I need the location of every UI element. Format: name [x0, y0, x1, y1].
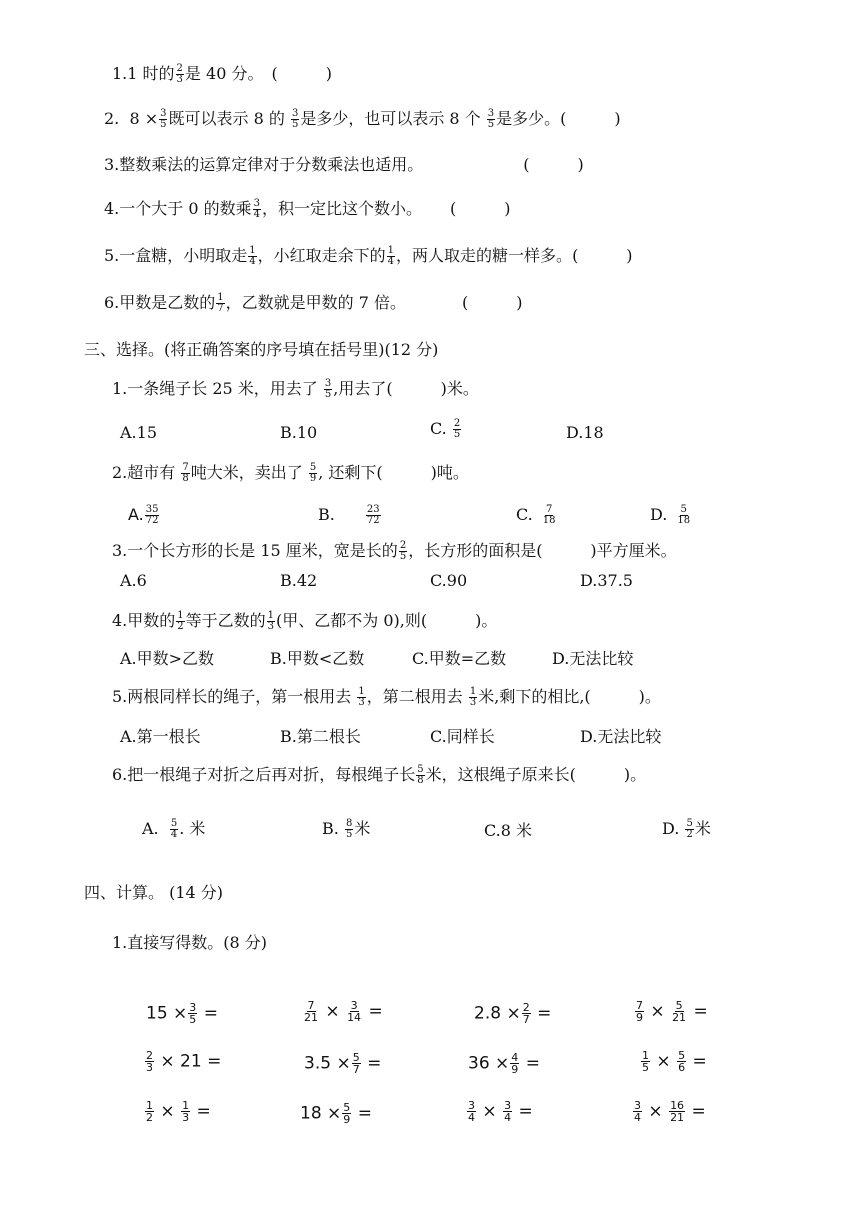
mc-option-3c[interactable]: C.90 [430, 571, 468, 590]
tf-item-5: 5.一盒糖，小明取走 $\frac{1}{4}$ ，小红取走余下的 $\frac{1}{4}$ ，两人取走的糖一样多。( ) [104, 245, 633, 267]
tf-item-6: 6.甲数是乙数的 $\frac{1}{7}$ ，乙数就是甲数的 7 倍。 ( ) [104, 292, 523, 314]
mc-option-5a[interactable]: A.第一根长 [120, 727, 201, 746]
answer-blank[interactable]: ( ) [462, 293, 523, 312]
mc-option-1a[interactable]: A.15 [120, 423, 157, 442]
fraction: $\frac{1}{3}$ [469, 686, 477, 708]
mc-option-2a[interactable]: A. $\frac{35}{72}$ [128, 504, 159, 526]
mc-option-4d[interactable]: D.无法比较 [552, 649, 634, 668]
calc-problem: 2.8 × $\frac{2}{7}$ = [474, 1001, 552, 1026]
fraction: $\frac{7}{18}$ [542, 504, 556, 526]
mc-option-1c[interactable]: C. $\frac{2}{5}$ [430, 418, 461, 440]
mc-option-6d[interactable]: D. $\frac{5}{2}$ 米 [662, 818, 711, 840]
mc-option-3d[interactable]: D.37.5 [580, 571, 633, 590]
mc-question-1: 1.一条绳子长 25 米，用去了 $\frac{3}{5}$ ,用去了( )米。 [112, 378, 479, 400]
fraction: $\frac{1}{7}$ [217, 292, 224, 314]
mc-option-4b[interactable]: B.甲数<乙数 [270, 649, 365, 668]
mc-option-6c[interactable]: C.8 米 [484, 821, 533, 840]
fraction: $\frac{8}{5}$ [345, 818, 353, 840]
mc-option-3a[interactable]: A.6 [120, 571, 147, 590]
fraction: $\frac{2}{5}$ [453, 418, 461, 440]
fraction: $\frac{3}{5}$ [487, 108, 495, 130]
calc-problem: 36 × $\frac{4}{9}$ = [468, 1051, 540, 1076]
fraction: $\frac{1}{3}$ [358, 686, 365, 708]
mc-option-5b[interactable]: B.第二根长 [280, 727, 361, 746]
mc-question-3: 3.一个长方形的长是 15 厘米，宽是长的 $\frac{2}{5}$ ，长方形的面积是( )平方厘米。 [112, 540, 677, 562]
fraction: $\frac{2}{5}$ [399, 540, 407, 562]
calc-problem: $\frac{7}{9}$ × $\frac{5}{21}$ = [636, 999, 708, 1024]
fraction: $\frac{5}{4}$ [170, 818, 178, 840]
answer-blank[interactable]: ( ) [450, 199, 511, 218]
mc-option-1b[interactable]: B.10 [280, 423, 318, 442]
fraction: $\frac{5}{2}$ [686, 818, 693, 840]
calc-problem: $\frac{7}{21}$ × $\frac{3}{14}$ = [304, 999, 383, 1024]
mc-option-4a[interactable]: A.甲数>乙数 [120, 649, 215, 668]
mc-option-5d[interactable]: D.无法比较 [580, 727, 662, 746]
tf-item-2: 2. 8 × $\frac{3}{5}$ 既可以表示 8 的 $\frac{3}{5}$ 是多少，也可以表示 8 个 $\frac{3}{5}$ 是多少。( ) [104, 108, 621, 130]
calc-subtitle: 1.直接写得数。(8 分) [112, 933, 268, 952]
mc-question-4: 4.甲数的 $\frac{1}{2}$ 等于乙数的 $\frac{1}{3}$ (甲、乙都不为 0),则( )。 [112, 610, 498, 632]
mc-question-2: 2.超市有 $\frac{7}{8}$ 吨大米，卖出了 $\frac{5}{9}$ , 还剩下( )吨。 [112, 462, 469, 484]
fraction: $\frac{2}{3}$ [176, 63, 183, 85]
mc-option-6b[interactable]: B. $\frac{8}{5}$ 米 [322, 818, 371, 840]
tf-item-1: 1.1 时的 $\frac{2}{3}$ 是 40 分。 ( ) [112, 63, 332, 85]
calc-problem: $\frac{2}{3}$ × 21 = [146, 1049, 222, 1074]
mc-option-6a[interactable]: A. $\frac{5}{4}$ . 米 [142, 818, 206, 840]
fraction: $\frac{5}{8}$ [417, 764, 424, 786]
fraction: $\frac{3}{5}$ [324, 378, 332, 400]
mc-option-5c[interactable]: C.同样长 [430, 727, 495, 746]
answer-blank[interactable]: ( ) [560, 109, 621, 128]
answer-blank[interactable]: ( ) [271, 64, 332, 83]
answer-blank[interactable]: ( ) [572, 246, 633, 265]
mc-option-2b[interactable]: B. $\frac{23}{72}$ [318, 504, 380, 526]
fraction: $\frac{7}{8}$ [182, 462, 189, 484]
section-title-calc: 四、计算。 (14 分) [84, 883, 224, 902]
fraction: $\frac{5}{9}$ [309, 462, 317, 484]
calc-problem: 15 × $\frac{3}{5}$ = [146, 1001, 218, 1026]
fraction: $\frac{1}{4}$ [387, 245, 395, 267]
calc-problem: 3.5 × $\frac{5}{7}$ = [304, 1051, 382, 1076]
fraction: $\frac{5}{18}$ [677, 504, 691, 526]
fraction: $\frac{35}{72}$ [145, 504, 159, 526]
fraction: $\frac{3}{5}$ [291, 108, 299, 130]
mc-option-4c[interactable]: C.甲数=乙数 [412, 649, 507, 668]
fraction: $\frac{1}{4}$ [249, 245, 256, 267]
mc-option-3b[interactable]: B.42 [280, 571, 318, 590]
calc-problem: $\frac{1}{5}$ × $\frac{5}{6}$ = [642, 1049, 707, 1074]
tf-item-3: 3.整数乘法的运算定律对于分数乘法也适用。 ( ) [104, 155, 584, 174]
mc-question-6: 6.把一根绳子对折之后再对折，每根绳子长 $\frac{5}{8}$ 米，这根绳子原来长( )。 [112, 764, 647, 786]
mc-option-2d[interactable]: D. $\frac{5}{18}$ [650, 504, 691, 526]
calc-problem: $\frac{3}{4}$ × $\frac{16}{21}$ = [634, 1099, 706, 1124]
tf-item-4: 4.一个大于 0 的数乘 $\frac{3}{4}$ ，积一定比这个数小。 ( ) [104, 198, 511, 220]
calc-problem: $\frac{1}{2}$ × $\frac{1}{3}$ = [146, 1099, 211, 1124]
fraction: $\frac{23}{72}$ [366, 504, 380, 526]
fraction: $\frac{1}{2}$ [177, 610, 184, 632]
fraction: $\frac{3}{4}$ [253, 198, 260, 220]
mc-option-2c[interactable]: C. $\frac{7}{18}$ [516, 504, 556, 526]
answer-blank[interactable]: ( ) [523, 155, 584, 174]
calc-problem: 18 × $\frac{5}{9}$ = [300, 1101, 372, 1126]
fraction: $\frac{1}{3}$ [267, 610, 275, 632]
fraction: $\frac{3}{5}$ [160, 108, 167, 130]
mc-question-5: 5.两根同样长的绳子，第一根用去 $\frac{1}{3}$ ，第二根用去 $\frac{1}{3}$ 米,剩下的相比,( )。 [112, 686, 661, 708]
mc-option-1d[interactable]: D.18 [566, 423, 604, 442]
section-title-choice: 三、选择。(将正确答案的序号填在括号里)(12 分) [84, 340, 439, 359]
calc-problem: $\frac{3}{4}$ × $\frac{3}{4}$ = [468, 1099, 533, 1124]
